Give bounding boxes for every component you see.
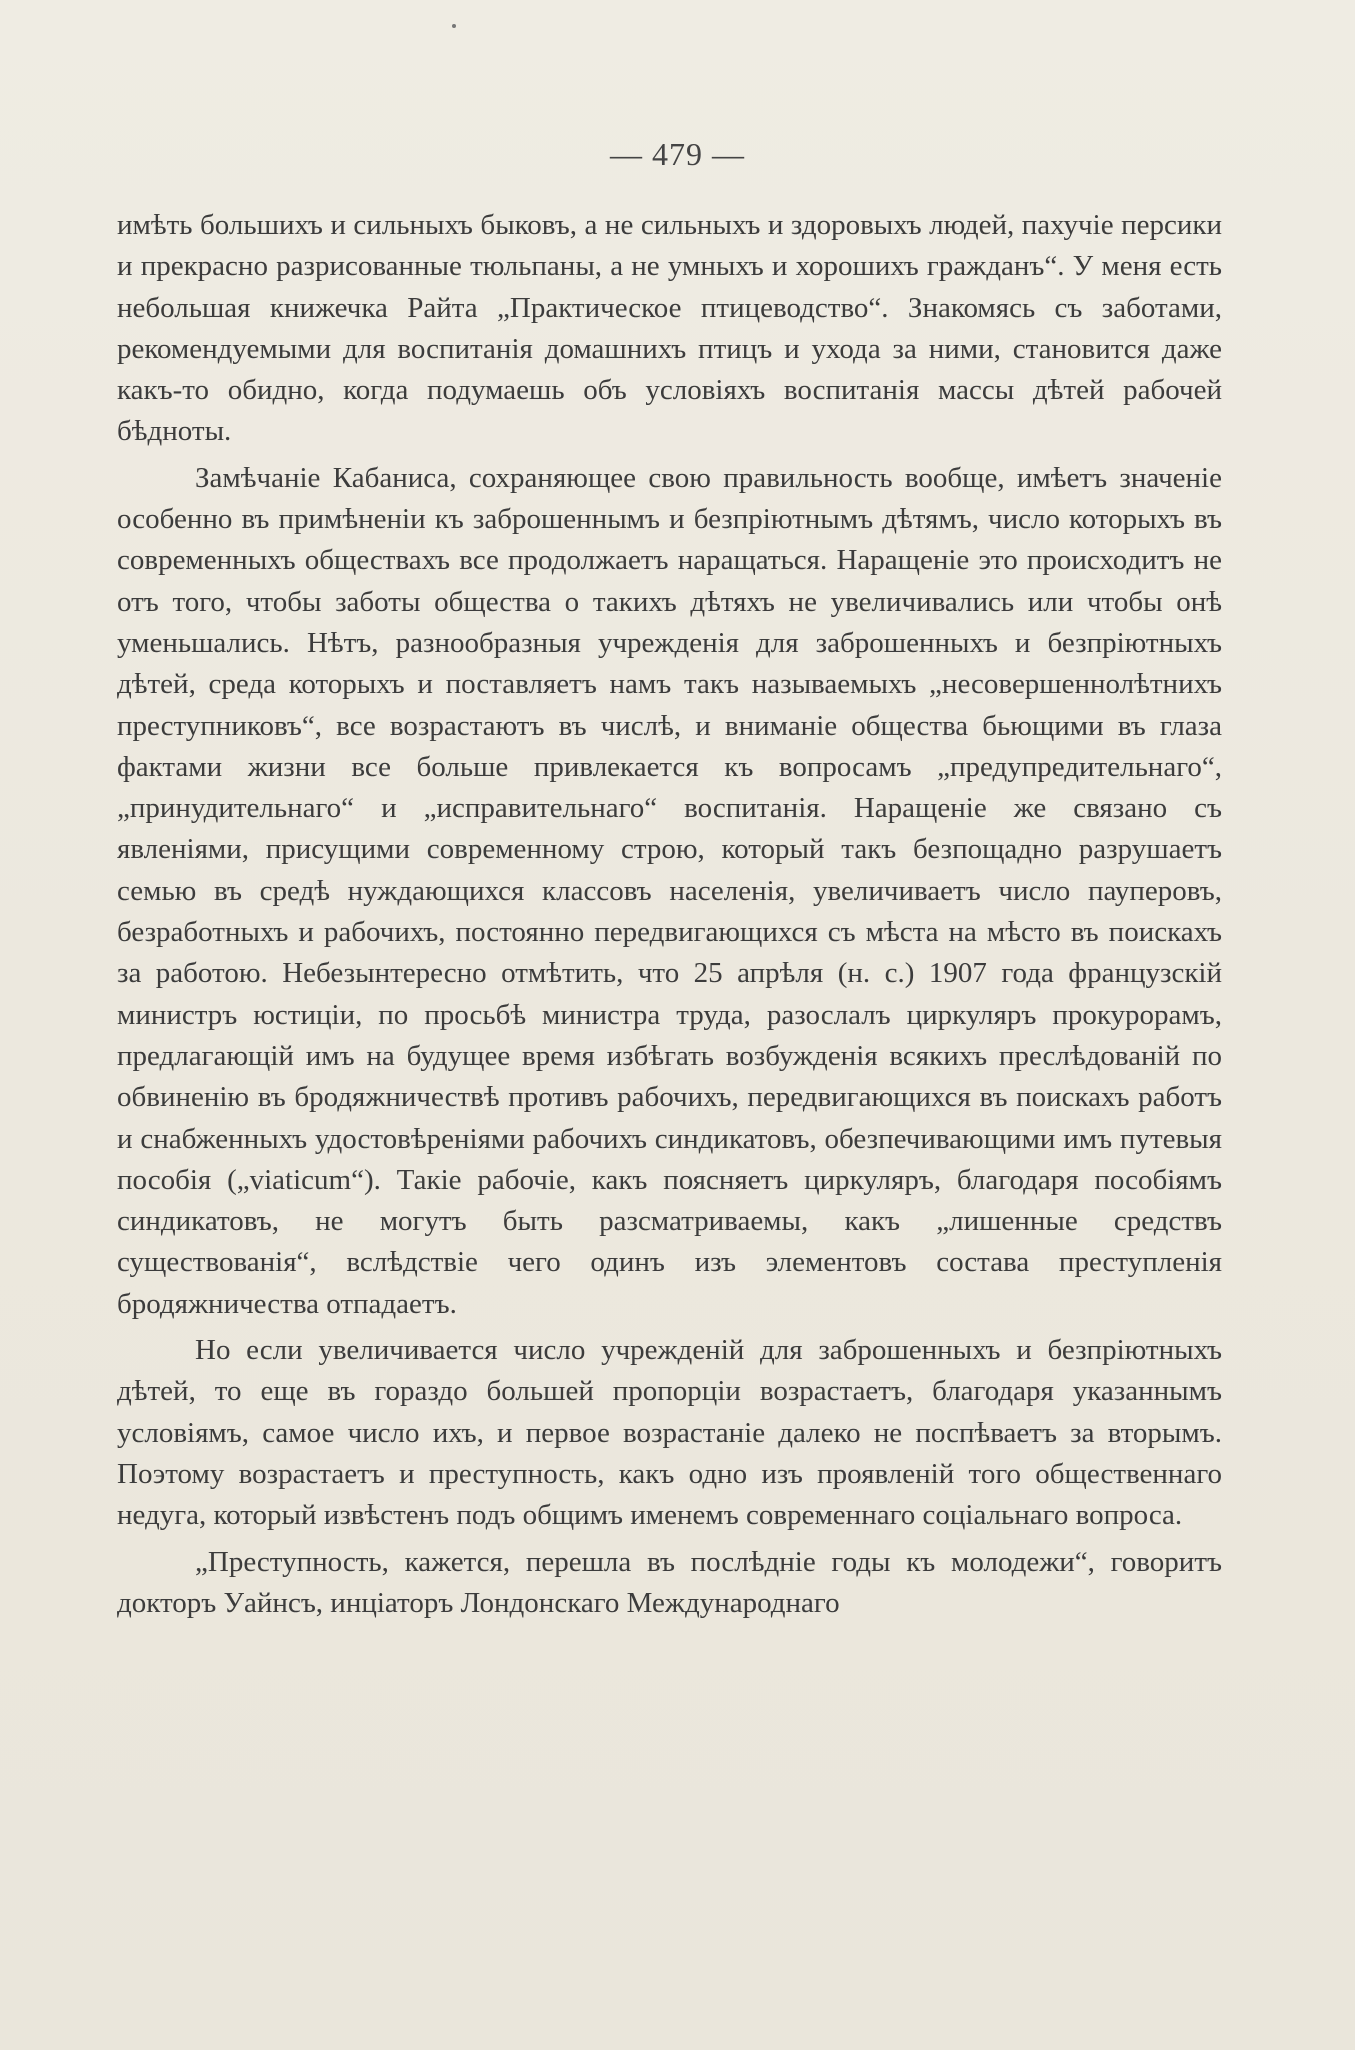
page-number: — 479 — xyxy=(610,136,745,172)
paragraph-continuation: имѣть большихъ и сильныхъ быковъ, а не сильныхъ и здоровыхъ людей, пахучіе персики и прекрасно разрисованные тюльпаны, а не умныхъ и хорошихъ гражданъ“. У меня есть небольшая книжечка Райта „Практическое птицеводство“. Знакомясь съ заботами, рекомендуемыми для воспитанія домашнихъ птицъ и ухода за ними, становится даже какъ-то обидно, когда подумаешь объ условіяхъ воспитанія массы дѣтей рабочей бѣдноты. xyxy=(117,209,1222,448)
paragraph-cabanis-remark: Замѣчаніе Кабаниса, сохраняющее свою правильность вообще, имѣетъ значеніе особенно въ примѣненіи къ заброшеннымъ и безпріютнымъ дѣтямъ, число которыхъ въ современныхъ обществахъ все продолжаетъ наращаться. Наращеніе это происходитъ не отъ того, чтобы заботы общества о такихъ дѣтяхъ не увеличивались или чтобы онѣ уменьшались. Нѣтъ, разнообразныя учрежденія для заброшенныхъ и безпріютныхъ дѣтей, среда которыхъ и поставляетъ намъ такъ называемыхъ „несовершеннолѣтнихъ преступниковъ“, все возрастаютъ въ числѣ, и вниманіе общества бьющими въ глаза фактами жизни все больше привлекается къ вопросамъ „предупредительнаго“, „принудительнаго“ и „исправительнаго“ воспитанія. Наращеніе же связано съ явленіями, присущими современному строю, который такъ безпощадно разрушаетъ семью въ средѣ нуждающихся классовъ населенія, увеличиваетъ число пауперовъ, безработныхъ и рабочихъ, постоянно передвигающихся съ мѣста на мѣсто въ поискахъ за работою. Небезынтересно отмѣтить, что 25 апрѣля (н. с.) 1907 года французскій министръ юстиціи, по просьбѣ министра труда, разослалъ циркуляръ прокурорамъ, предлагающій имъ на будущее время избѣгать возбужденія всякихъ преслѣдованій по обвиненію въ бродяжничествѣ противъ рабочихъ, передвигающихся въ поискахъ работъ и снабженныхъ удостовѣреніями рабочихъ синдикатовъ, обезпечивающими имъ путевыя пособія („viaticum“). Такіе рабочіе, какъ поясняетъ циркуляръ, благодаря пособіямъ синдикатовъ, не могутъ быть разсматриваемы, какъ „лишенные средствъ существованія“, вслѣдствіе чего одинъ изъ элементовъ состава преступленія бродяжничества отпадаетъ. xyxy=(117,461,1222,1320)
paragraph-quote-wines: „Преступность, кажется, перешла въ послѣдніе годы къ молодежи“, говоритъ докторъ Уайнсъ, инціаторъ Лондонскаго Международнаго xyxy=(117,1545,1222,1619)
paragraph-institutions: Но если увеличивается число учрежденій для заброшенныхъ и безпріютныхъ дѣтей, то еще въ гораздо большей пропорціи возрастаетъ, благодаря указаннымъ условіямъ, самое число ихъ, и первое возрастаніе далеко не поспѣваетъ за вторымъ. Поэтому возрастаетъ и преступность, какъ одно изъ проявленій того общественнаго недуга, который извѣстенъ подъ общимъ именемъ современнаго соціальнаго вопроса. xyxy=(117,1334,1222,1532)
page-speck xyxy=(452,24,456,28)
body-text xyxy=(117,205,1222,1629)
